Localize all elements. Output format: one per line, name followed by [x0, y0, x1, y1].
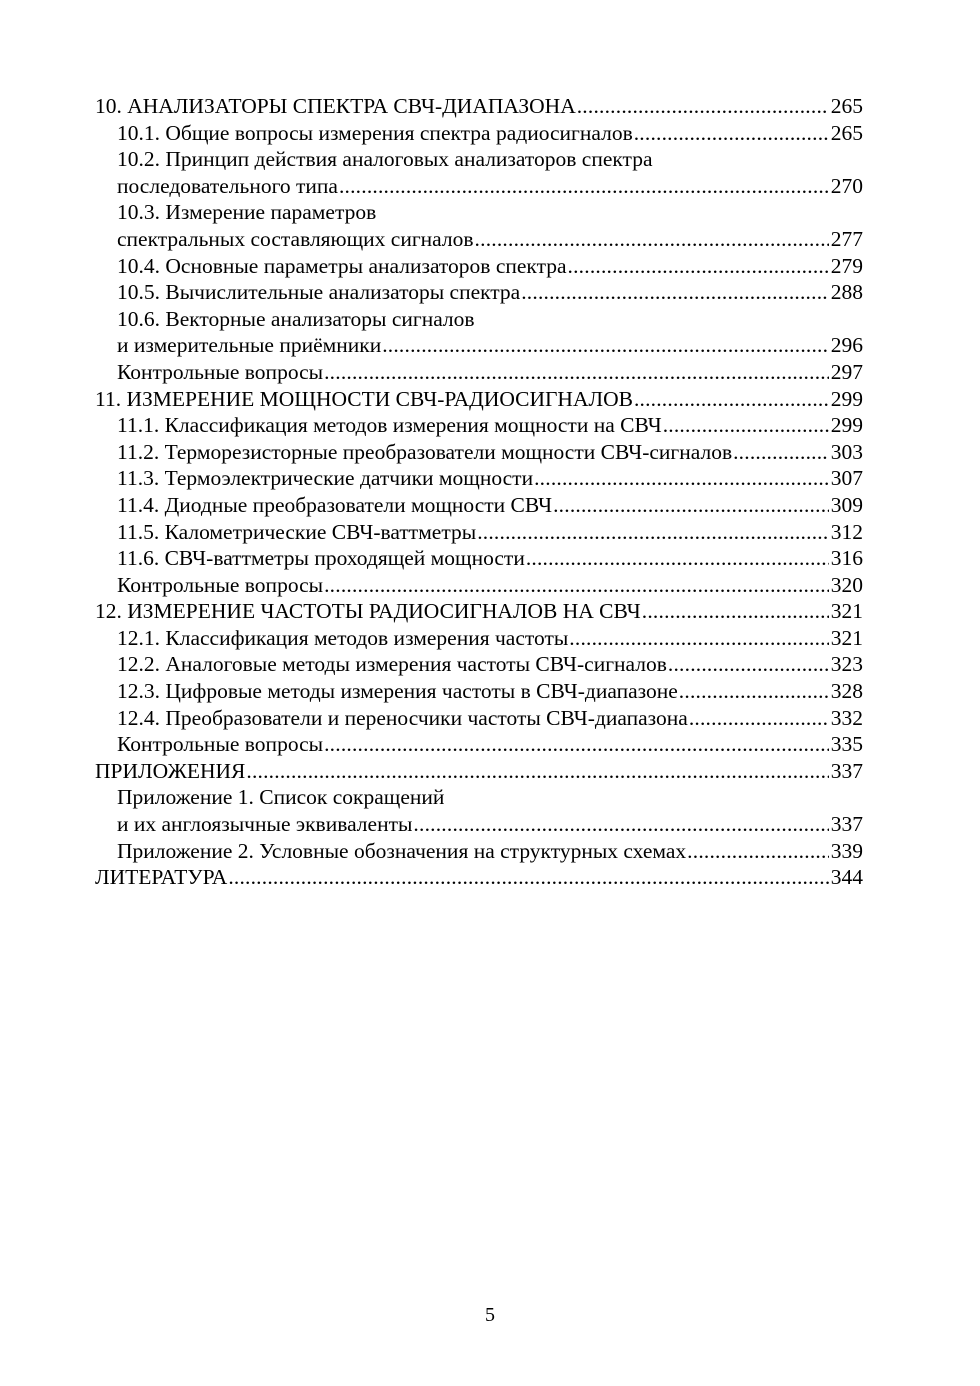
toc-page-number: 320 [830, 572, 863, 597]
toc-section-entry [95, 279, 863, 306]
toc-dot-leader [521, 279, 829, 306]
toc-entry-line [95, 784, 863, 811]
toc-entry-line [95, 359, 863, 386]
toc-dot-leader [689, 705, 829, 732]
toc-section-entry [95, 253, 863, 280]
toc-entry-title: 12.1. Классификация методов измерения частоты [117, 625, 569, 650]
toc-entry-line [95, 864, 863, 891]
toc-dot-leader [733, 439, 829, 466]
toc-entry-line [95, 173, 863, 200]
toc-entry-line [95, 146, 863, 173]
toc-page-number: 279 [830, 253, 863, 278]
toc-page-number: 296 [830, 333, 863, 358]
toc-entry-title: Контрольные вопросы [117, 572, 324, 597]
toc-dot-leader [577, 93, 829, 120]
toc-entry-title: и измерительные приёмники [117, 333, 382, 358]
toc-page-number: 299 [830, 386, 863, 411]
toc-section-entry [95, 199, 863, 252]
toc-entry-title: Контрольные вопросы [117, 732, 324, 757]
toc-dot-leader [569, 625, 828, 652]
toc-dot-leader [324, 572, 829, 599]
toc-page-number: 309 [830, 492, 863, 517]
toc-section-entry [95, 359, 863, 386]
toc-dot-leader [568, 253, 829, 280]
toc-dot-leader [228, 864, 828, 891]
toc-section-entry [95, 146, 863, 199]
page-number: 5 [485, 1304, 495, 1326]
toc-chapter-entry [95, 864, 863, 891]
toc-entry-line [95, 705, 863, 732]
toc-entry-line [95, 678, 863, 705]
toc-dot-leader [475, 226, 829, 253]
table-of-contents [95, 93, 863, 891]
toc-entry-title: 12.4. Преобразователи и переносчики частоты СВЧ-диапазона [117, 705, 688, 730]
toc-page-number: 339 [830, 838, 863, 863]
toc-entry-line [95, 572, 863, 599]
toc-page-number: 337 [830, 758, 863, 783]
toc-section-entry [95, 120, 863, 147]
toc-entry-line [95, 731, 863, 758]
toc-entry-line [95, 279, 863, 306]
toc-entry-line [95, 758, 863, 785]
toc-page-number: 277 [830, 226, 863, 251]
toc-dot-leader [679, 678, 829, 705]
toc-page-number: 297 [830, 359, 863, 384]
toc-dot-leader [382, 332, 829, 359]
toc-dot-leader [634, 120, 829, 147]
toc-entry-title: 12. ИЗМЕРЕНИЕ ЧАСТОТЫ РАДИОСИГНАЛОВ НА СВЧ [95, 599, 641, 624]
toc-dot-leader [246, 758, 828, 785]
toc-page-number: 335 [830, 732, 863, 757]
toc-page-number: 307 [830, 466, 863, 491]
toc-dot-leader [413, 811, 828, 838]
toc-section-entry [95, 439, 863, 466]
toc-entry-title: 10. АНАЛИЗАТОРЫ СПЕКТРА СВЧ-ДИАПАЗОНА [95, 94, 576, 118]
toc-entry-title: 11. ИЗМЕРЕНИЕ МОЩНОСТИ СВЧ-РАДИОСИГНАЛОВ [95, 386, 633, 411]
toc-dot-leader [553, 492, 829, 519]
toc-entry-title: Приложение 1. Список сокращений [117, 785, 445, 810]
toc-entry-line [95, 811, 863, 838]
toc-entry-title: Приложение 2. Условные обозначения на структурных схемах [117, 838, 687, 863]
toc-section-entry [95, 465, 863, 492]
toc-page-number: 316 [830, 546, 863, 571]
toc-entry-title: 11.2. Терморезисторные преобразователи мощности СВЧ-сигналов [117, 439, 733, 464]
toc-section-entry [95, 545, 863, 572]
toc-dot-leader [687, 838, 829, 865]
toc-entry-title: 12.3. Цифровые методы измерения частоты в СВЧ-диапазоне [117, 679, 678, 704]
toc-entry-line [95, 519, 863, 546]
toc-entry-title: и их англоязычные эквиваленты [117, 812, 413, 837]
toc-page-number: 312 [830, 519, 863, 544]
toc-entry-line [95, 625, 863, 652]
toc-page-number: 270 [830, 173, 863, 198]
toc-section-entry [95, 306, 863, 359]
toc-page-number: 265 [830, 120, 863, 145]
toc-section-entry [95, 784, 863, 837]
toc-entry-title: ПРИЛОЖЕНИЯ [95, 758, 246, 783]
toc-entry-line [95, 439, 863, 466]
toc-page-number: 265 [830, 94, 863, 118]
toc-page-number: 303 [830, 439, 863, 464]
toc-entry-title: 10.1. Общие вопросы измерения спектра радиосигналов [117, 120, 633, 145]
toc-entry-line [95, 306, 863, 333]
toc-entry-title: 11.3. Термоэлектрические датчики мощности [117, 466, 534, 491]
toc-dot-leader [324, 359, 829, 386]
toc-entry-line [95, 253, 863, 280]
toc-dot-leader [642, 598, 829, 625]
toc-entry-line [95, 93, 863, 120]
toc-chapter-entry [95, 93, 863, 120]
toc-chapter-entry [95, 598, 863, 625]
toc-section-entry [95, 678, 863, 705]
toc-section-entry [95, 731, 863, 758]
toc-entry-line [95, 120, 863, 147]
toc-page-number: 344 [830, 865, 863, 890]
toc-entry-title: 10.3. Измерение параметров [117, 200, 377, 225]
toc-section-entry [95, 625, 863, 652]
toc-dot-leader [526, 545, 829, 572]
toc-entry-line [95, 199, 863, 226]
toc-entry-title: 11.4. Диодные преобразователи мощности СВЧ [117, 492, 553, 517]
toc-entry-title: 11.6. СВЧ-ваттметры проходящей мощности [117, 546, 525, 571]
toc-chapter-entry [95, 386, 863, 413]
toc-entry-title: ЛИТЕРАТУРА [95, 865, 228, 890]
toc-dot-leader [668, 651, 829, 678]
toc-page-number: 321 [830, 625, 863, 650]
toc-page-number: 323 [830, 652, 863, 677]
toc-entry-title: 10.5. Вычислительные анализаторы спектра [117, 280, 521, 305]
toc-entry-title: Контрольные вопросы [117, 359, 324, 384]
toc-entry-line [95, 465, 863, 492]
toc-page-number: 288 [830, 280, 863, 305]
toc-entry-title: 11.1. Классификация методов измерения мощности на СВЧ [117, 413, 662, 438]
toc-section-entry [95, 492, 863, 519]
toc-dot-leader [339, 173, 829, 200]
toc-dot-leader [324, 731, 829, 758]
toc-dot-leader [663, 412, 829, 439]
toc-entry-title: 12.2. Аналоговые методы измерения частоты СВЧ-сигналов [117, 652, 667, 677]
toc-section-entry [95, 705, 863, 732]
toc-page-number: 321 [830, 599, 863, 624]
toc-page-number: 328 [830, 679, 863, 704]
toc-entry-line [95, 598, 863, 625]
toc-entry-line [95, 386, 863, 413]
toc-entry-title: 11.5. Калометрические СВЧ-ваттметры [117, 519, 477, 544]
toc-page-number: 337 [830, 812, 863, 837]
toc-entry-title: 10.6. Векторные анализаторы сигналов [117, 306, 475, 331]
toc-section-entry [95, 651, 863, 678]
toc-entry-title: 10.4. Основные параметры анализаторов спектра [117, 253, 567, 278]
toc-dot-leader [534, 465, 829, 492]
toc-entry-line [95, 492, 863, 519]
toc-section-entry [95, 412, 863, 439]
toc-entry-line [95, 332, 863, 359]
toc-entry-title: 10.2. Принцип действия аналоговых анализаторов спектра [117, 147, 653, 172]
toc-entry-line [95, 651, 863, 678]
toc-page-number: 332 [830, 705, 863, 730]
toc-dot-leader [634, 386, 829, 413]
toc-page-number: 299 [830, 413, 863, 438]
toc-entry-line [95, 226, 863, 253]
toc-section-entry [95, 519, 863, 546]
toc-entry-title: последовательного типа [117, 173, 338, 198]
toc-dot-leader [477, 519, 829, 546]
toc-entry-line [95, 412, 863, 439]
toc-entry-line [95, 838, 863, 865]
toc-section-entry [95, 572, 863, 599]
toc-entry-line [95, 545, 863, 572]
toc-chapter-entry [95, 758, 863, 785]
toc-entry-title: спектральных составляющих сигналов [117, 226, 474, 251]
toc-section-entry [95, 838, 863, 865]
